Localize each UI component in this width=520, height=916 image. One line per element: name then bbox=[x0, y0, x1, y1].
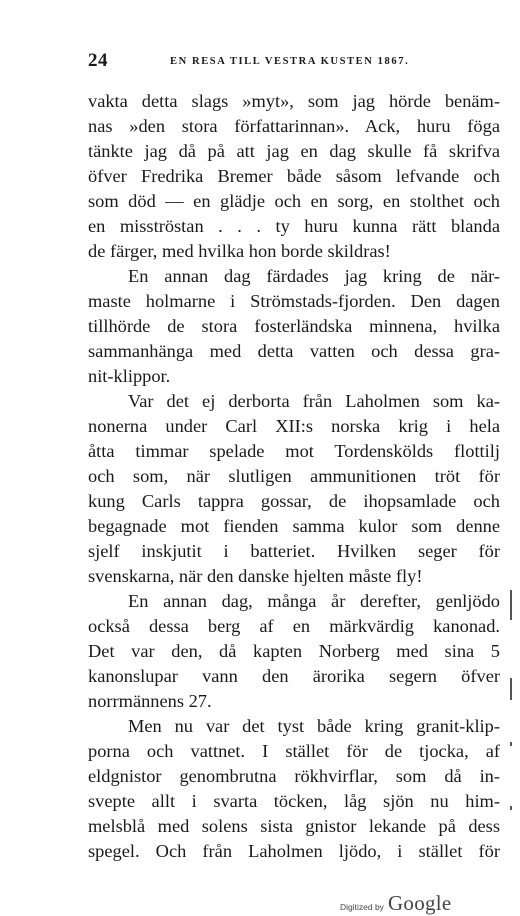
text-line: Det var den, då kapten Norberg med sina 5 bbox=[88, 641, 500, 661]
text-line: en misströstan . . . ty huru kunna rätt blanda bbox=[88, 216, 500, 236]
text-line: Var det ej derborta från Laholmen som ka- bbox=[128, 391, 500, 411]
text-line: porna och vattnet. I stället för de tjocka, af bbox=[88, 741, 500, 761]
scan-edge-mark bbox=[510, 742, 512, 746]
text-line: melsblå med solens sista gnistor lekande på dess bbox=[88, 816, 500, 836]
text-line: begagnade mot fienden samma kulor som denne bbox=[88, 516, 500, 536]
text-line: öfver Fredrika Bremer både såsom lefvande och bbox=[88, 166, 500, 186]
text-line: sjelf inskjutit i batteriet. Hvilken seger för bbox=[88, 541, 500, 561]
text-line: som död — en glädje och en sorg, en stolthet och bbox=[88, 191, 500, 211]
scan-edge-mark bbox=[510, 590, 512, 620]
text-line: Men nu var det tyst både kring granit-klip- bbox=[128, 716, 500, 736]
text-line: eldgnistor genombrutna rökhvirflar, som då in- bbox=[88, 766, 500, 786]
text-line: nas »den stora författarinnan». Ack, huru föga bbox=[88, 116, 500, 136]
text-line: tänkte jag då på att jag en dag skulle få skrifva bbox=[88, 141, 500, 161]
page-number: 24 bbox=[88, 50, 108, 71]
text-line: också dessa berg af en märkvärdig kanonad. bbox=[88, 616, 500, 636]
text-line: sammanhänga med detta vatten och dessa gra- bbox=[88, 341, 500, 361]
scan-edge-mark bbox=[510, 806, 512, 810]
text-line: norrmännens 27. bbox=[88, 691, 212, 711]
body-text bbox=[88, 89, 500, 864]
text-line: de färger, med hvilka hon borde skildras! bbox=[88, 241, 391, 261]
text-line: kung Carls tappra gossar, de ihopsamlade och bbox=[88, 491, 500, 511]
text-line: maste holmarne i Strömstads-fjorden. Den dagen bbox=[88, 291, 500, 311]
text-line: spegel. Och från Laholmen ljödo, i stället för bbox=[88, 841, 500, 861]
text-line: kanonslupar vann den ärorika segern öfver bbox=[88, 666, 500, 686]
text-line: nit-klippor. bbox=[88, 366, 171, 386]
text-line: tillhörde de stora fosterländska minnena, hvilka bbox=[88, 316, 500, 336]
google-logo: Google bbox=[387, 891, 452, 915]
text-line: En annan dag, många år derefter, genljödo bbox=[128, 591, 500, 611]
watermark-prefix: Digitized by bbox=[340, 902, 384, 912]
page-header bbox=[88, 52, 488, 74]
running-head: EN RESA TILL VESTRA KUSTEN 1867. bbox=[170, 56, 410, 67]
text-line: nonerna under Carl XII:s norska krig i hela bbox=[88, 416, 500, 436]
text-line: åtta timmar spelade mot Tordenskölds flottilj bbox=[88, 441, 500, 461]
digitized-by-google-watermark bbox=[340, 891, 452, 916]
text-line: vakta detta slags »myt», som jag hörde benäm- bbox=[88, 91, 500, 111]
text-line: svenskarna, när den danske hjelten måste fly! bbox=[88, 566, 423, 586]
scan-edge-mark bbox=[510, 678, 512, 700]
text-line: svepte allt i svarta töcken, låg sjön nu him- bbox=[88, 791, 500, 811]
text-line: och som, när slutligen ammunitionen tröt för bbox=[88, 466, 500, 486]
text-line: En annan dag färdades jag kring de när- bbox=[128, 266, 500, 286]
